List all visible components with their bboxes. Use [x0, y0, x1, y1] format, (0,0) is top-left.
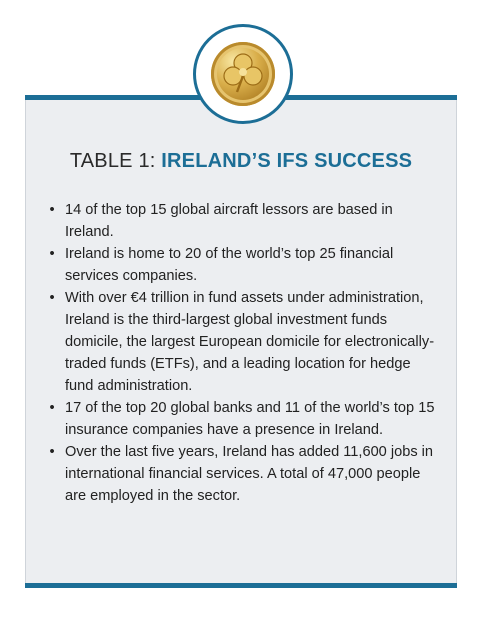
list-item: [41, 199, 439, 243]
list-item-text: 17 of the top 20 global banks and 11 of the world’s top 15 insurance companies have a presence in Ireland.: [65, 400, 435, 438]
list-item: [41, 441, 439, 507]
list-item-text: 14 of the top 15 global aircraft lessors are based in Ireland.: [65, 202, 393, 240]
bullet-icon: •: [49, 444, 55, 460]
bullet-icon: •: [49, 246, 55, 262]
facts-list: [41, 199, 439, 507]
title-prefix: TABLE 1:: [69, 150, 162, 172]
table-title: [25, 150, 457, 173]
title-main: IRELAND’S IFS SUCCESS: [161, 150, 413, 172]
bottom-accent-bar: [25, 583, 457, 588]
list-item: [41, 397, 439, 441]
list-item: [41, 287, 439, 397]
list-item-text: Over the last five years, Ireland has added 11,600 jobs in international financial services. A total of 47,000 people are employed in the sector.: [65, 444, 434, 504]
list-item-text: Ireland is home to 20 of the world’s top 25 financial services companies.: [65, 246, 394, 284]
gold-shamrock-coin-icon: [211, 42, 275, 106]
bullet-icon: •: [49, 202, 55, 218]
list-item-text: With over €4 trillion in fund assets under administration, Ireland is the third-largest global investment funds domicile, the largest European domicile for electronically-traded funds (ETFs), and a leading location for hedge fund administration.: [65, 290, 435, 394]
bullet-icon: •: [49, 400, 55, 416]
list-item: [41, 243, 439, 287]
bullet-icon: •: [49, 290, 55, 306]
